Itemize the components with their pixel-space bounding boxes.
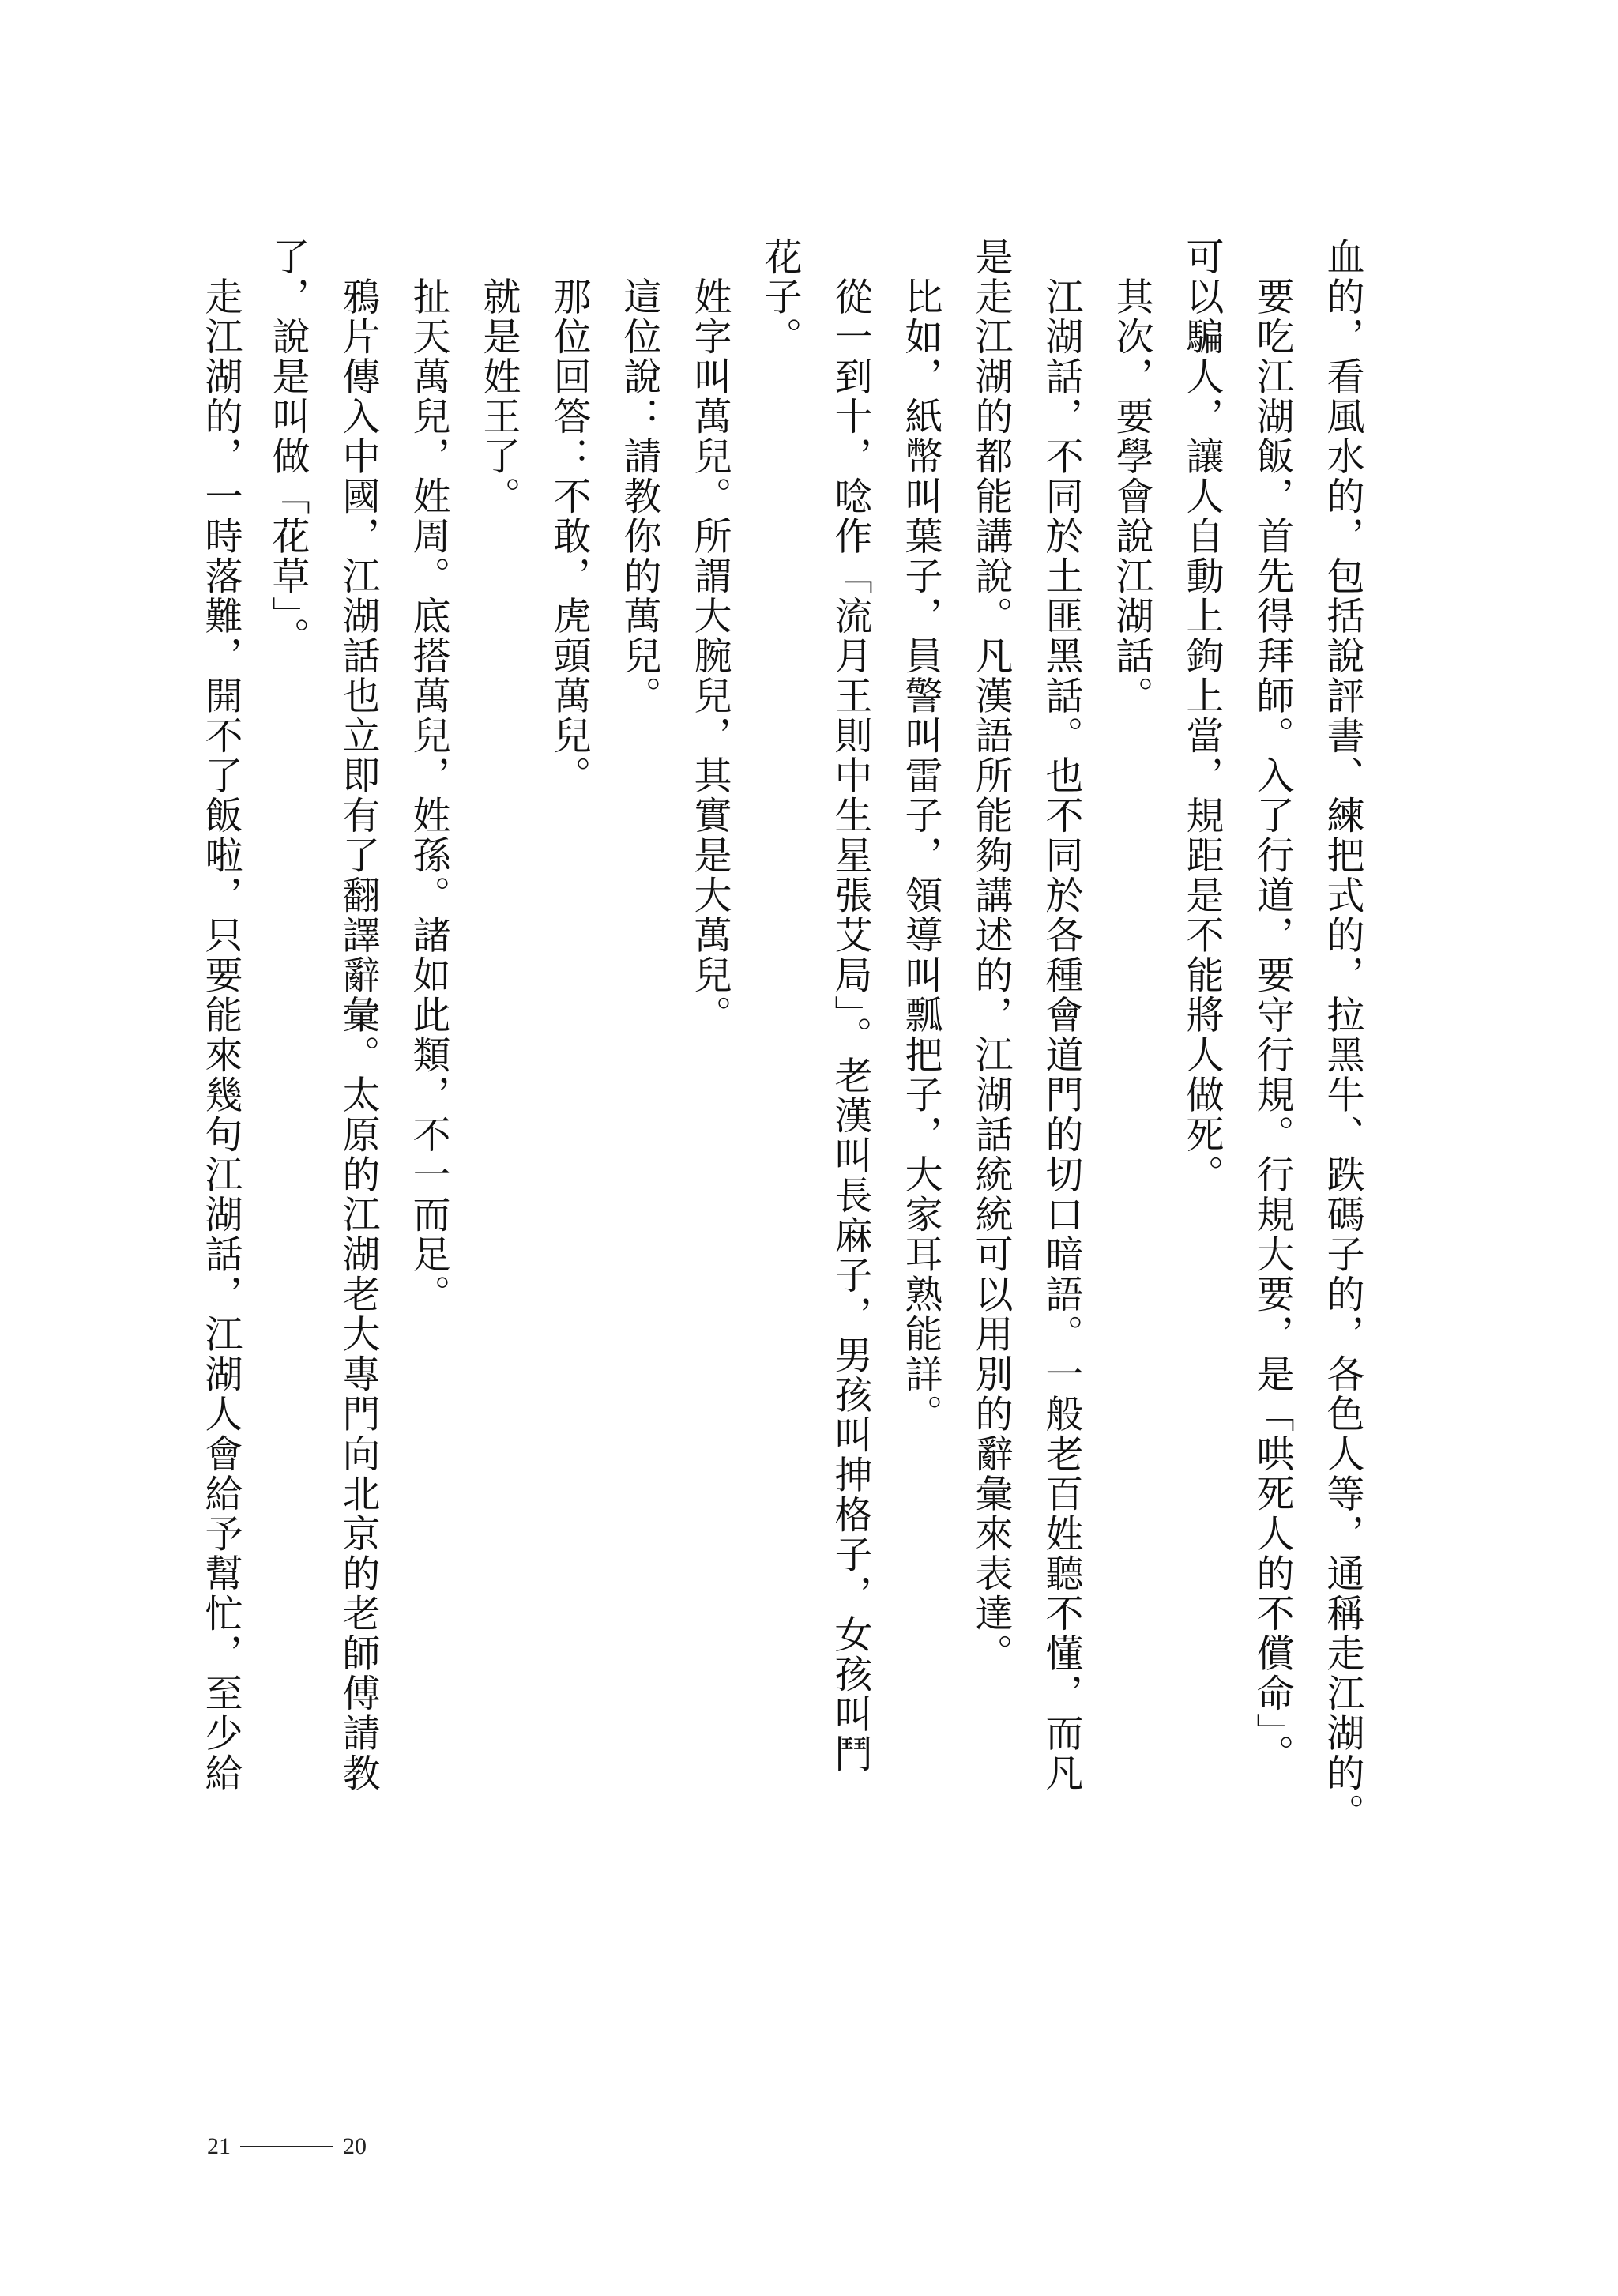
text-line: 江湖話，不同於土匪黑話。也不同於各種會道門的切口暗語。一般老百姓聽不懂，而凡 bbox=[1039, 237, 1083, 1794]
text-line: 姓字叫萬兒。所謂大腕兒，其實是大萬兒。 bbox=[687, 237, 732, 1035]
text-line: 那位回答：不敢，虎頭萬兒。 bbox=[547, 237, 591, 796]
text-line: 從一到十，唸作「流月王則中生星張艾局」。老漢叫長麻子，男孩叫抻格子，女孩叫鬥 bbox=[828, 237, 872, 1775]
text-line: 比如，紙幣叫葉子，員警叫雷子，領導叫瓢把子，大家耳熟能詳。 bbox=[898, 237, 943, 1434]
folio-rule bbox=[240, 2146, 333, 2147]
text-line: 花子。 bbox=[758, 237, 802, 357]
text-line: 血的，看風水的，包括說評書、練把式的，拉黑牛、跌碼子的，各色人等，通稱走江湖的。 bbox=[1320, 237, 1364, 1833]
folio-left-number: 21 bbox=[207, 2133, 231, 2159]
text-line: 要吃江湖飯，首先得拜師。入了行道，要守行規。行規大要，是「哄死人的不償命」。 bbox=[1250, 237, 1294, 1775]
text-line: 走江湖的，一時落難，開不了飯啦，只要能來幾句江湖話，江湖人會給予幫忙，至少給 bbox=[198, 237, 243, 1794]
text-line: 鴉片傳入中國，江湖話也立即有了翻譯辭彙。太原的江湖老大專門向北京的老師傅請教 bbox=[336, 237, 380, 1794]
text-line: 其次，要學會說江湖話。 bbox=[1109, 237, 1153, 716]
text-line: 了，說是叫做「花草」。 bbox=[265, 237, 310, 657]
folio-right-number: 20 bbox=[343, 2133, 367, 2159]
page-folio bbox=[207, 2133, 367, 2160]
text-line: 是走江湖的都能講說。凡漢語所能夠講述的，江湖話統統可以用別的辭彙來表達。 bbox=[969, 237, 1013, 1673]
text-line: 扯天萬兒，姓周。底搭萬兒，姓孫。諸如此類，不一而足。 bbox=[406, 237, 450, 1315]
text-line: 就是姓王了。 bbox=[476, 237, 521, 517]
vertical-text-body bbox=[198, 237, 1367, 2007]
text-line: 這位說：請教你的萬兒。 bbox=[617, 237, 661, 716]
text-line: 可以騙人，讓人自動上鉤上當，規距是不能將人做死。 bbox=[1180, 237, 1224, 1195]
